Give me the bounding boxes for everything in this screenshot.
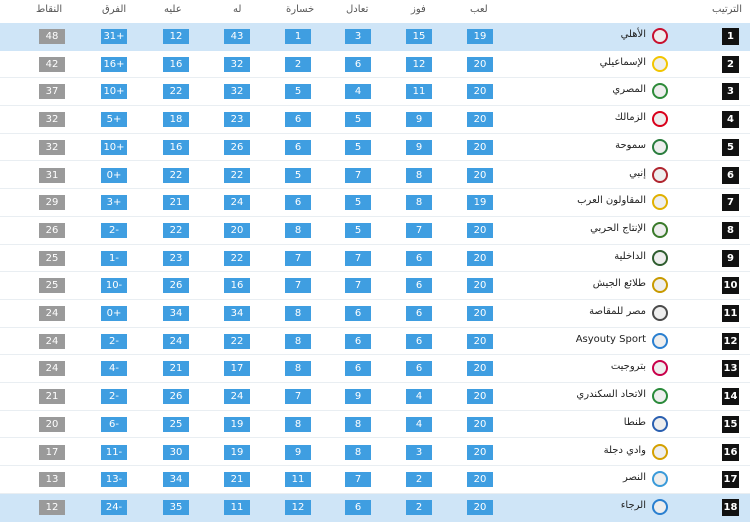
won-cell: 6 <box>406 251 432 266</box>
team-name[interactable]: مصر للمقاصة <box>589 306 646 317</box>
header-played: لعب <box>470 4 488 15</box>
team-name[interactable]: المصري <box>612 84 646 96</box>
lost-cell: 12 <box>285 500 311 515</box>
lost-cell: 7 <box>285 389 311 404</box>
goal-diff-cell: 0+ <box>101 306 127 321</box>
lost-cell: 8 <box>285 417 311 432</box>
points-cell: 21 <box>39 389 65 404</box>
goal-diff-cell: 5+ <box>101 112 127 127</box>
team-logo-icon <box>652 194 668 210</box>
played-cell: 19 <box>467 29 493 44</box>
rank-badge: 16 <box>722 444 739 461</box>
goal-diff-cell: 10- <box>101 278 127 293</box>
lost-cell: 11 <box>285 472 311 487</box>
rank-badge: 6 <box>722 167 739 184</box>
team-logo-icon <box>652 250 668 266</box>
won-cell: 6 <box>406 278 432 293</box>
goals-against-cell: 22 <box>163 223 189 238</box>
goals-against-cell: 26 <box>163 278 189 293</box>
goals-against-cell: 30 <box>163 445 189 460</box>
table-header <box>0 0 750 22</box>
lost-cell: 5 <box>285 84 311 99</box>
points-cell: 24 <box>39 361 65 376</box>
won-cell: 7 <box>406 223 432 238</box>
rank-badge: 7 <box>722 194 739 211</box>
rank-badge: 18 <box>722 499 739 516</box>
team-name[interactable]: الداخلية <box>614 250 646 262</box>
drawn-cell: 7 <box>345 278 371 293</box>
lost-cell: 8 <box>285 223 311 238</box>
drawn-cell: 6 <box>345 500 371 515</box>
played-cell: 20 <box>467 445 493 460</box>
table-row[interactable] <box>0 439 750 467</box>
played-cell: 20 <box>467 251 493 266</box>
team-logo-icon <box>652 388 668 404</box>
goals-for-cell: 22 <box>224 334 250 349</box>
points-cell: 29 <box>39 195 65 210</box>
header-goals-for: له <box>233 4 242 15</box>
team-logo-icon <box>652 139 668 155</box>
lost-cell: 9 <box>285 445 311 460</box>
lost-cell: 7 <box>285 278 311 293</box>
goal-diff-cell: 6- <box>101 417 127 432</box>
goal-diff-cell: 2- <box>101 223 127 238</box>
played-cell: 20 <box>467 417 493 432</box>
table-row[interactable] <box>0 383 750 411</box>
team-logo-icon <box>652 111 668 127</box>
drawn-cell: 6 <box>345 306 371 321</box>
table-row[interactable] <box>0 300 750 328</box>
team-logo-icon <box>652 444 668 460</box>
table-row[interactable] <box>0 494 750 522</box>
goals-for-cell: 22 <box>224 168 250 183</box>
goal-diff-cell: 16+ <box>101 57 127 72</box>
won-cell: 9 <box>406 140 432 155</box>
team-name[interactable]: المقاولون العرب <box>577 195 646 207</box>
lost-cell: 8 <box>285 334 311 349</box>
points-cell: 26 <box>39 223 65 238</box>
drawn-cell: 6 <box>345 361 371 376</box>
won-cell: 12 <box>406 57 432 72</box>
team-name[interactable]: الرجاء <box>620 499 646 511</box>
goals-against-cell: 34 <box>163 472 189 487</box>
played-cell: 20 <box>467 168 493 183</box>
won-cell: 8 <box>406 195 432 210</box>
goals-against-cell: 23 <box>163 251 189 266</box>
played-cell: 20 <box>467 57 493 72</box>
goal-diff-cell: 1- <box>101 251 127 266</box>
team-logo-icon <box>652 167 668 183</box>
team-logo-icon <box>652 471 668 487</box>
table-row[interactable] <box>0 23 750 51</box>
table-row[interactable] <box>0 328 750 356</box>
goals-against-cell: 21 <box>163 361 189 376</box>
header-rank: الترتيب <box>712 4 742 15</box>
goal-diff-cell: 31+ <box>101 29 127 44</box>
goals-for-cell: 23 <box>224 112 250 127</box>
goals-for-cell: 24 <box>224 389 250 404</box>
rank-badge: 11 <box>722 305 739 322</box>
lost-cell: 2 <box>285 57 311 72</box>
team-name[interactable]: وادي دجلة <box>603 444 646 456</box>
drawn-cell: 7 <box>345 251 371 266</box>
goal-diff-cell: 2- <box>101 334 127 349</box>
drawn-cell: 9 <box>345 389 371 404</box>
won-cell: 2 <box>406 472 432 487</box>
lost-cell: 1 <box>285 29 311 44</box>
team-logo-icon <box>652 499 668 515</box>
points-cell: 25 <box>39 251 65 266</box>
header-points: النقاط <box>36 4 63 15</box>
drawn-cell: 5 <box>345 195 371 210</box>
points-cell: 25 <box>39 278 65 293</box>
rank-badge: 14 <box>722 388 739 405</box>
goal-diff-cell: 10+ <box>101 140 127 155</box>
rank-badge: 15 <box>722 416 739 433</box>
goals-against-cell: 12 <box>163 29 189 44</box>
lost-cell: 5 <box>285 168 311 183</box>
goals-against-cell: 16 <box>163 140 189 155</box>
goal-diff-cell: 13- <box>101 472 127 487</box>
goals-for-cell: 16 <box>224 278 250 293</box>
rank-badge: 12 <box>722 333 739 350</box>
team-logo-icon <box>652 28 668 44</box>
goals-for-cell: 19 <box>224 445 250 460</box>
points-cell: 17 <box>39 445 65 460</box>
goals-for-cell: 20 <box>224 223 250 238</box>
rank-badge: 1 <box>722 28 739 45</box>
played-cell: 20 <box>467 140 493 155</box>
won-cell: 11 <box>406 84 432 99</box>
drawn-cell: 7 <box>345 168 371 183</box>
goals-against-cell: 26 <box>163 389 189 404</box>
goals-against-cell: 22 <box>163 168 189 183</box>
table-row[interactable] <box>0 106 750 134</box>
won-cell: 9 <box>406 112 432 127</box>
goal-diff-cell: 11- <box>101 445 127 460</box>
team-name[interactable]: الإنتاج الحربي <box>590 222 646 234</box>
points-cell: 32 <box>39 112 65 127</box>
goals-for-cell: 32 <box>224 84 250 99</box>
lost-cell: 6 <box>285 112 311 127</box>
won-cell: 15 <box>406 29 432 44</box>
drawn-cell: 6 <box>345 334 371 349</box>
header-drawn: تعادل <box>346 4 369 15</box>
drawn-cell: 4 <box>345 84 371 99</box>
team-name[interactable]: النصر <box>622 472 646 484</box>
points-cell: 42 <box>39 57 65 72</box>
drawn-cell: 5 <box>345 112 371 127</box>
won-cell: 8 <box>406 168 432 183</box>
goals-for-cell: 24 <box>224 195 250 210</box>
points-cell: 37 <box>39 84 65 99</box>
table-row[interactable] <box>0 411 750 439</box>
table-row[interactable] <box>0 217 750 245</box>
team-name[interactable]: الاتحاد السكندري <box>576 389 646 401</box>
drawn-cell: 3 <box>345 29 371 44</box>
goals-against-cell: 24 <box>163 334 189 349</box>
table-row[interactable] <box>0 78 750 106</box>
points-cell: 13 <box>39 472 65 487</box>
goals-against-cell: 21 <box>163 195 189 210</box>
points-cell: 20 <box>39 417 65 432</box>
team-logo-icon <box>652 222 668 238</box>
rank-badge: 9 <box>722 250 739 267</box>
drawn-cell: 5 <box>345 223 371 238</box>
lost-cell: 6 <box>285 140 311 155</box>
won-cell: 6 <box>406 334 432 349</box>
rank-badge: 2 <box>722 56 739 73</box>
played-cell: 20 <box>467 223 493 238</box>
lost-cell: 8 <box>285 306 311 321</box>
drawn-cell: 7 <box>345 472 371 487</box>
points-cell: 32 <box>39 140 65 155</box>
points-cell: 12 <box>39 500 65 515</box>
points-cell: 31 <box>39 168 65 183</box>
team-name[interactable]: بتروجيت <box>610 361 646 373</box>
table-row[interactable] <box>0 162 750 190</box>
table-row[interactable] <box>0 272 750 300</box>
team-name[interactable]: سموحة <box>615 139 646 151</box>
played-cell: 20 <box>467 84 493 99</box>
table-row[interactable] <box>0 51 750 79</box>
won-cell: 4 <box>406 389 432 404</box>
played-cell: 20 <box>467 278 493 293</box>
team-name[interactable]: Asyouty Sport <box>575 333 646 345</box>
goal-diff-cell: 0+ <box>101 168 127 183</box>
won-cell: 6 <box>406 306 432 321</box>
won-cell: 6 <box>406 361 432 376</box>
team-name[interactable]: طلائع الجيش <box>592 278 646 290</box>
rank-badge: 10 <box>722 277 739 294</box>
rank-badge: 8 <box>722 222 739 239</box>
lost-cell: 7 <box>285 251 311 266</box>
goals-for-cell: 43 <box>224 29 250 44</box>
goal-diff-cell: 24- <box>101 500 127 515</box>
goals-against-cell: 16 <box>163 57 189 72</box>
goals-for-cell: 17 <box>224 361 250 376</box>
played-cell: 20 <box>467 389 493 404</box>
team-logo-icon <box>652 333 668 349</box>
played-cell: 19 <box>467 195 493 210</box>
table-row[interactable] <box>0 355 750 383</box>
goals-for-cell: 22 <box>224 251 250 266</box>
drawn-cell: 6 <box>345 57 371 72</box>
drawn-cell: 8 <box>345 417 371 432</box>
team-name[interactable]: الزمالك <box>614 112 646 124</box>
team-logo-icon <box>652 83 668 99</box>
team-name[interactable]: إنبي <box>629 167 646 179</box>
goals-against-cell: 35 <box>163 500 189 515</box>
rank-badge: 5 <box>722 139 739 156</box>
table-row[interactable] <box>0 189 750 217</box>
goals-against-cell: 25 <box>163 417 189 432</box>
goals-for-cell: 19 <box>224 417 250 432</box>
goals-for-cell: 26 <box>224 140 250 155</box>
goals-against-cell: 18 <box>163 112 189 127</box>
team-name[interactable]: الإسماعيلي <box>599 56 646 68</box>
played-cell: 20 <box>467 306 493 321</box>
team-name[interactable]: الأهلي <box>620 29 646 40</box>
played-cell: 20 <box>467 500 493 515</box>
points-cell: 24 <box>39 306 65 321</box>
team-logo-icon <box>652 305 668 321</box>
drawn-cell: 8 <box>345 445 371 460</box>
goals-for-cell: 11 <box>224 500 250 515</box>
team-logo-icon <box>652 56 668 72</box>
won-cell: 4 <box>406 417 432 432</box>
won-cell: 3 <box>406 445 432 460</box>
team-logo-icon <box>652 416 668 432</box>
rank-badge: 3 <box>722 83 739 100</box>
drawn-cell: 5 <box>345 140 371 155</box>
goals-for-cell: 34 <box>224 306 250 321</box>
team-logo-icon <box>652 277 668 293</box>
team-name[interactable]: طنطا <box>623 416 646 428</box>
rank-badge: 4 <box>722 111 739 128</box>
played-cell: 20 <box>467 361 493 376</box>
goal-diff-cell: 2- <box>101 389 127 404</box>
goal-diff-cell: 10+ <box>101 84 127 99</box>
played-cell: 20 <box>467 472 493 487</box>
header-lost: خسارة <box>286 4 315 15</box>
table-row[interactable] <box>0 245 750 273</box>
goals-against-cell: 22 <box>163 84 189 99</box>
played-cell: 20 <box>467 334 493 349</box>
table-row[interactable] <box>0 466 750 494</box>
rank-badge: 17 <box>722 471 739 488</box>
team-logo-icon <box>652 360 668 376</box>
rank-badge: 13 <box>722 360 739 377</box>
won-cell: 2 <box>406 500 432 515</box>
table-row[interactable] <box>0 134 750 162</box>
header-goals-against: عليه <box>164 4 182 15</box>
header-goal-diff: الفرق <box>102 4 127 15</box>
goal-diff-cell: 3+ <box>101 195 127 210</box>
header-won: فوز <box>411 4 426 15</box>
points-cell: 48 <box>39 29 65 44</box>
lost-cell: 8 <box>285 361 311 376</box>
lost-cell: 6 <box>285 195 311 210</box>
goals-for-cell: 21 <box>224 472 250 487</box>
played-cell: 20 <box>467 112 493 127</box>
goal-diff-cell: 4- <box>101 361 127 376</box>
points-cell: 24 <box>39 334 65 349</box>
goals-against-cell: 34 <box>163 306 189 321</box>
goals-for-cell: 32 <box>224 57 250 72</box>
